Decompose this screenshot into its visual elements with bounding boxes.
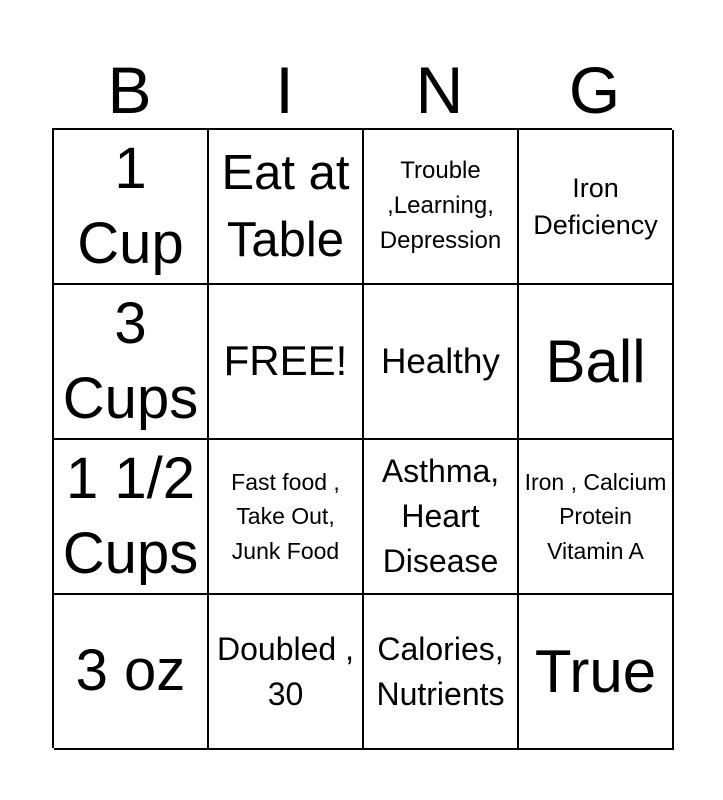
- bingo-cell[interactable]: [519, 595, 674, 750]
- bingo-cell[interactable]: [209, 285, 364, 440]
- bingo-cell[interactable]: [209, 595, 364, 750]
- bingo-cell-text: Iron Deficiency: [533, 173, 658, 240]
- bingo-cell[interactable]: [364, 440, 519, 595]
- bingo-cell-text: Asthma, Heart Disease: [381, 453, 500, 579]
- bingo-cell[interactable]: [209, 440, 364, 595]
- bingo-board: [52, 128, 672, 748]
- bingo-cell-text: True: [534, 637, 657, 705]
- bingo-cell-text: Eat at Table: [221, 146, 350, 267]
- bingo-cell-text: 3 oz: [75, 638, 186, 704]
- header-letter-i: I: [275, 53, 294, 127]
- bingo-cell-text: 1 Cup: [77, 136, 184, 276]
- bingo-cell-text: Trouble ,Learning, Depression: [379, 157, 502, 254]
- bingo-header: [52, 52, 672, 128]
- bingo-cell-text: Fast food , Take Out, Junk Food: [231, 468, 340, 564]
- bingo-cell[interactable]: [54, 285, 209, 440]
- bingo-cell[interactable]: [519, 440, 674, 595]
- bingo-cell[interactable]: [364, 130, 519, 285]
- bingo-cell[interactable]: [54, 595, 209, 750]
- bingo-cell[interactable]: [54, 440, 209, 595]
- bingo-cell[interactable]: [364, 595, 519, 750]
- bingo-cell[interactable]: [54, 130, 209, 285]
- bingo-cell[interactable]: [519, 130, 674, 285]
- bingo-cell-text: Doubled , 30: [217, 630, 354, 712]
- bingo-cell-text: Healthy: [381, 341, 500, 381]
- bingo-cell-text: Ball: [545, 327, 646, 395]
- bingo-cell-text: FREE!: [223, 337, 348, 385]
- bingo-cell-text: Iron , Calcium Protein Vitamin A: [524, 468, 667, 564]
- bingo-cell[interactable]: [519, 285, 674, 440]
- bingo-cell[interactable]: [209, 130, 364, 285]
- bingo-cell-text: 3 Cups: [62, 291, 199, 431]
- bingo-cell-text: 1 1/2 Cups: [62, 446, 199, 586]
- bingo-cell[interactable]: [364, 285, 519, 440]
- header-letter-g: G: [568, 53, 621, 127]
- bingo-cell-text: Calories, Nutrients: [376, 630, 505, 712]
- header-letter-b: B: [107, 53, 152, 127]
- header-letter-n: N: [415, 53, 464, 127]
